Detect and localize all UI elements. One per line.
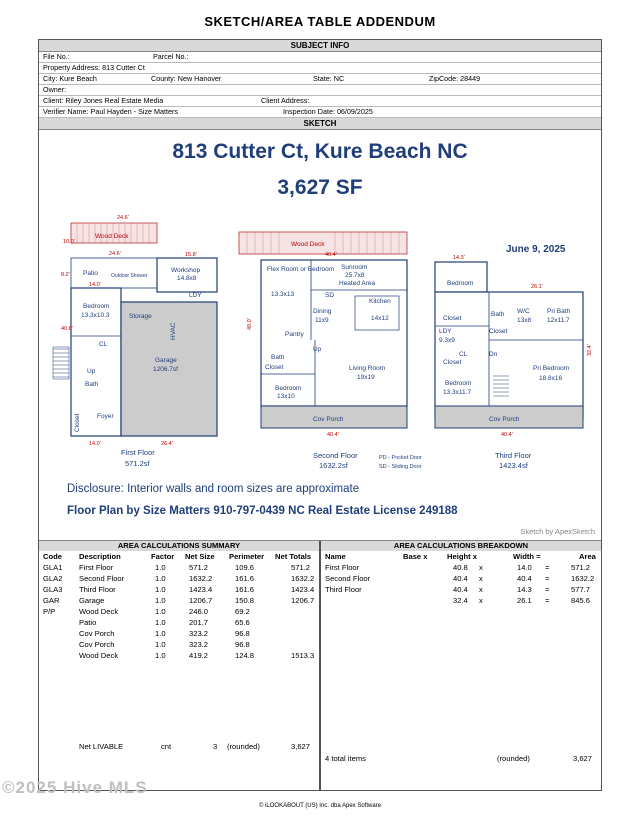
net-livable-cnt: cnt xyxy=(161,742,172,751)
living-room-size: 19x19 xyxy=(357,374,375,381)
pantry-label: Pantry xyxy=(285,331,304,338)
ldy-label: LDY xyxy=(439,328,452,335)
cell-eq: = xyxy=(545,574,550,583)
bedroom-size: 13x10 xyxy=(277,393,295,400)
closet-label: Closet xyxy=(443,359,462,366)
bedroom-label: Bedroom xyxy=(447,280,474,287)
summary-band: AREA CALCULATIONS SUMMARY xyxy=(39,541,319,551)
cell-net: 419.2 xyxy=(189,651,209,660)
cell-desc: Patio xyxy=(79,618,97,627)
third-floor-area: 1423.4sf xyxy=(499,461,528,470)
wc-size: 13x8 xyxy=(517,317,532,324)
foyer-label: Foyer xyxy=(97,413,114,420)
sketch-address: 813 Cutter Ct, Kure Beach NC xyxy=(172,140,468,163)
kitchen-label: Kitchen xyxy=(369,298,391,305)
col-net-size: Net Size xyxy=(185,552,215,561)
dim-label: 49.0' xyxy=(247,318,253,330)
legend-sliding-door: SD - Sliding Door xyxy=(379,464,422,470)
table-row xyxy=(39,628,319,639)
cell-desc: Garage xyxy=(79,596,105,605)
cell-perim: 69.2 xyxy=(235,607,250,616)
floor-plans xyxy=(39,40,601,540)
cell-eq: = xyxy=(545,596,550,605)
cell-desc: Second Floor xyxy=(79,574,125,583)
closet-label: Closet xyxy=(265,364,284,371)
cell-code: GLA1 xyxy=(43,563,63,572)
cell-width: 14.3 xyxy=(517,585,532,594)
net-livable-value: 3,627 xyxy=(291,742,311,751)
pri-bedroom-label: Pri Bedroom xyxy=(533,365,570,372)
ldy-size: 9.3x9 xyxy=(439,337,455,344)
third-floor-plan xyxy=(435,255,593,470)
inspection-date: Inspection Date: 06/09/2025 xyxy=(283,107,373,116)
cell-factor: 1.0 xyxy=(155,618,166,627)
wood-deck-label: Wood Deck xyxy=(95,233,129,240)
cell-perim: 150.8 xyxy=(235,596,255,605)
breakdown-total-row xyxy=(321,753,601,764)
county: County: New Hanover xyxy=(151,74,222,83)
cell-perim: 109.6 xyxy=(235,563,255,572)
sketch-band: SKETCH xyxy=(39,118,601,130)
net-livable-count: 3 xyxy=(213,742,218,751)
footer-text: © iLOOKABOUT (US) Inc. dba Apex Software xyxy=(258,803,382,809)
cell-net: 323.2 xyxy=(189,629,209,638)
third-floor-wing xyxy=(435,262,487,292)
cell-eq: = xyxy=(545,563,550,572)
col-width: Width = xyxy=(513,552,541,561)
client-address: Client Address: xyxy=(261,96,310,105)
cell-desc: Cov Porch xyxy=(79,640,115,649)
cell-factor: 1.0 xyxy=(155,607,166,616)
cell-width: 26.1 xyxy=(517,596,532,605)
third-floor-name: Third Floor xyxy=(495,451,532,460)
col-code: Code xyxy=(43,552,62,561)
property-address: Property Address: 813 Cutter Ct xyxy=(43,63,145,72)
area-summary-table xyxy=(39,541,321,791)
cell-eq: = xyxy=(545,585,550,594)
dn-label: Dn xyxy=(489,351,498,358)
breakdown-band: AREA CALCULATIONS BREAKDOWN xyxy=(321,541,601,551)
cell-perim: 65.6 xyxy=(235,618,250,627)
cell-width: 40.4 xyxy=(517,574,532,583)
breakdown-total-label: 4 total items xyxy=(325,754,366,763)
outdoor-shower-label: Outdoor Shower xyxy=(111,273,148,279)
area-breakdown-table xyxy=(321,541,601,791)
col-net-totals: Net Totals xyxy=(275,552,312,561)
dim-label: 8.2' xyxy=(61,272,70,278)
sunroom-size: 25.7x8 xyxy=(345,272,365,279)
table-row xyxy=(39,584,319,595)
dim-label: 40.8' xyxy=(61,326,73,332)
col-height: Height x xyxy=(447,552,477,561)
second-floor-area: 1632.2sf xyxy=(319,461,348,470)
dining-size: 11x9 xyxy=(315,317,329,324)
heated-area-label: Heated Area xyxy=(339,280,376,287)
subject-info-band: SUBJECT INFO xyxy=(39,40,601,52)
bath-label: Bath xyxy=(271,354,285,361)
garage-area: 1206.7sf xyxy=(153,366,178,373)
cell-x: x xyxy=(479,574,483,583)
cell-code: P/P xyxy=(43,607,56,616)
cell-name: First Floor xyxy=(325,563,360,572)
dim-label: 10.0' xyxy=(63,239,75,245)
cell-total: 571.2 xyxy=(291,563,311,572)
cell-net: 201.7 xyxy=(189,618,209,627)
table-row xyxy=(39,562,319,573)
cell-desc: Cov Porch xyxy=(79,629,115,638)
cell-total: 1206.7 xyxy=(291,596,315,605)
breakdown-rows xyxy=(321,562,601,606)
second-floor-name: Second Floor xyxy=(313,451,358,460)
up-label: Up xyxy=(313,346,322,353)
cell-net: 323.2 xyxy=(189,640,209,649)
cell-x: x xyxy=(479,563,483,572)
cell-width: 14.0 xyxy=(517,563,532,572)
owner: Owner: xyxy=(43,85,67,94)
verifier: Verifier Name: Paul Hayden - Size Matters xyxy=(43,107,179,116)
table-row xyxy=(321,562,601,573)
table-row xyxy=(39,617,319,628)
wood-deck-label: Wood Deck xyxy=(291,241,325,248)
parcel-no: Parcel No.: xyxy=(153,52,189,61)
table-row xyxy=(321,595,601,606)
sunroom-label: Sunroom xyxy=(341,264,368,271)
apex-credit: Sketch by ApexSketch xyxy=(520,527,595,536)
cell-total: 1632.2 xyxy=(291,574,315,583)
cell-desc: First Floor xyxy=(79,563,114,572)
cell-factor: 1.0 xyxy=(155,640,166,649)
flex-room-size: 13.3x13 xyxy=(271,291,295,298)
breakdown-total-rounded: (rounded) xyxy=(497,754,530,763)
bedroom-label: Bedroom xyxy=(83,303,110,310)
net-livable-rounded: (rounded) xyxy=(227,742,260,751)
pri-bath-label: Pri Bath xyxy=(547,308,571,315)
cell-code: GLA2 xyxy=(43,574,63,583)
cell-factor: 1.0 xyxy=(155,629,166,638)
page-title: SKETCH/AREA TABLE ADDENDUM xyxy=(204,14,436,29)
bedroom-label: Bedroom xyxy=(275,385,302,392)
living-room-label: Living Room xyxy=(349,365,386,372)
dim-label: 14.3' xyxy=(453,255,465,261)
col-description: Description xyxy=(79,552,121,561)
col-base: Base x xyxy=(403,552,428,561)
cell-perim: 96.8 xyxy=(235,629,250,638)
table-row xyxy=(39,606,319,617)
cell-code: GLA3 xyxy=(43,585,63,594)
breakdown-header-row xyxy=(321,551,601,562)
cell-desc: Wood Deck xyxy=(79,651,119,660)
cov-porch-label: Cov Porch xyxy=(313,416,344,423)
table-row xyxy=(39,650,319,661)
ldy-label: LDY xyxy=(189,292,202,299)
cell-area: 1632.2 xyxy=(571,574,595,583)
cl-label: CL xyxy=(99,341,108,348)
cell-net: 1423.4 xyxy=(189,585,213,594)
pri-bath-size: 12x11.7 xyxy=(547,317,570,324)
cell-total: 1513.3 xyxy=(291,651,315,660)
table-row xyxy=(39,595,319,606)
garage-label: Garage xyxy=(155,357,177,364)
bedroom-size: 13.3x11.7 xyxy=(443,389,472,396)
file-no: File No.: xyxy=(43,52,70,61)
cell-perim: 124.8 xyxy=(235,651,255,660)
cell-perim: 161.6 xyxy=(235,574,255,583)
cell-code: GAR xyxy=(43,596,60,605)
dim-label: 40.4' xyxy=(327,432,339,438)
workshop-label: Workshop xyxy=(171,267,201,274)
table-row xyxy=(321,573,601,584)
cell-x: x xyxy=(479,596,483,605)
dim-label: 26.1' xyxy=(531,284,543,290)
cell-factor: 1.0 xyxy=(155,563,166,572)
addendum-frame xyxy=(38,39,602,791)
cov-porch-label: Cov Porch xyxy=(489,416,520,423)
cell-total: 1423.4 xyxy=(291,585,315,594)
city: City: Kure Beach xyxy=(43,74,97,83)
up-label: Up xyxy=(87,368,96,375)
cell-factor: 1.0 xyxy=(155,585,166,594)
legend-pocket-door: PD - Pocket Door xyxy=(379,455,422,461)
zipcode: ZipCode: 28449 xyxy=(429,74,481,83)
cell-height: 32.4 xyxy=(453,596,468,605)
dim-label: 24.6' xyxy=(109,251,121,257)
closet-label: Closet xyxy=(443,315,462,322)
disclosure-text: Disclosure: Interior walls and room sizes are approximate xyxy=(67,483,360,495)
first-floor-plan xyxy=(53,215,217,468)
cell-name: Third Floor xyxy=(325,585,362,594)
summary-header-row xyxy=(39,551,319,562)
dim-label: 24.6' xyxy=(117,215,129,221)
closet-label: Closet xyxy=(74,413,81,432)
second-floor-plan xyxy=(239,232,422,470)
col-name: Name xyxy=(325,552,346,561)
credit-text: Floor Plan by Size Matters 910-797-0439 NC Real Estate License 249188 xyxy=(67,505,458,517)
cell-desc: Wood Deck xyxy=(79,607,119,616)
bedroom-size: 13.3x10.3 xyxy=(81,312,110,319)
cell-area: 571.2 xyxy=(571,563,591,572)
dim-label: 26.4' xyxy=(161,441,173,447)
breakdown-total-value: 3,627 xyxy=(573,754,593,763)
cell-factor: 1.0 xyxy=(155,596,166,605)
net-livable-row xyxy=(39,741,319,752)
first-floor-area: 571.2sf xyxy=(125,459,150,468)
dim-label: 15.8' xyxy=(185,252,197,258)
summary-rows xyxy=(39,562,319,661)
first-floor-name: First Floor xyxy=(121,448,155,457)
patio-label: Patio xyxy=(83,270,98,277)
watermark: ©2025 Hive MLS xyxy=(2,778,148,797)
cell-factor: 1.0 xyxy=(155,574,166,583)
table-row xyxy=(39,573,319,584)
table-row xyxy=(39,639,319,650)
cell-area: 845.6 xyxy=(571,596,591,605)
cell-x: x xyxy=(479,585,483,594)
cell-perim: 161.6 xyxy=(235,585,255,594)
state: State: NC xyxy=(313,74,345,83)
pri-bedroom-size: 18.8x16 xyxy=(539,375,563,382)
cell-height: 40.4 xyxy=(453,585,468,594)
storage-label: Storage xyxy=(129,313,152,320)
dim-label: 14.0' xyxy=(89,441,101,447)
bedroom-label: Bedroom xyxy=(445,380,472,387)
net-livable-label: Net LIVABLE xyxy=(79,742,124,751)
cl-label: CL xyxy=(459,351,468,358)
hvac-label: HVAC xyxy=(170,322,177,340)
sketch-date: June 9, 2025 xyxy=(506,244,566,255)
client: Client: Riley Jones Real Estate Media xyxy=(43,96,164,105)
cell-area: 577.7 xyxy=(571,585,591,594)
kitchen-size: 14x12 xyxy=(371,315,389,322)
area-tables xyxy=(39,541,601,791)
wc-label: W/C xyxy=(517,308,530,315)
dim-label: 32.4' xyxy=(587,344,593,356)
sd-label: SD xyxy=(325,292,335,299)
col-perimeter: Perimeter xyxy=(229,552,265,561)
bath-label: Bath xyxy=(491,311,505,318)
sketch-total-sf: 3,627 SF xyxy=(277,176,363,199)
dim-label: 40.4' xyxy=(325,252,337,258)
cell-height: 40.8 xyxy=(453,563,468,572)
dim-label: 14.0' xyxy=(89,282,101,288)
dim-label: 40.4' xyxy=(501,432,513,438)
bath-label: Bath xyxy=(85,381,99,388)
cell-height: 40.4 xyxy=(453,574,468,583)
cell-net: 1632.2 xyxy=(189,574,213,583)
flex-room-label: Flex Room or Bedroom xyxy=(267,266,335,273)
cell-desc: Third Floor xyxy=(79,585,116,594)
cell-net: 246.0 xyxy=(189,607,209,616)
cell-net: 1206.7 xyxy=(189,596,213,605)
cell-factor: 1.0 xyxy=(155,651,166,660)
dining-label: Dining xyxy=(313,308,332,315)
col-factor: Factor xyxy=(151,552,175,561)
cell-perim: 96.8 xyxy=(235,640,250,649)
cell-net: 571.2 xyxy=(189,563,209,572)
cell-name: Second Floor xyxy=(325,574,371,583)
table-row xyxy=(321,584,601,595)
col-area: Area xyxy=(579,552,596,561)
closet-label: Closet xyxy=(489,328,508,335)
workshop-size: 14.8x8 xyxy=(177,275,197,282)
